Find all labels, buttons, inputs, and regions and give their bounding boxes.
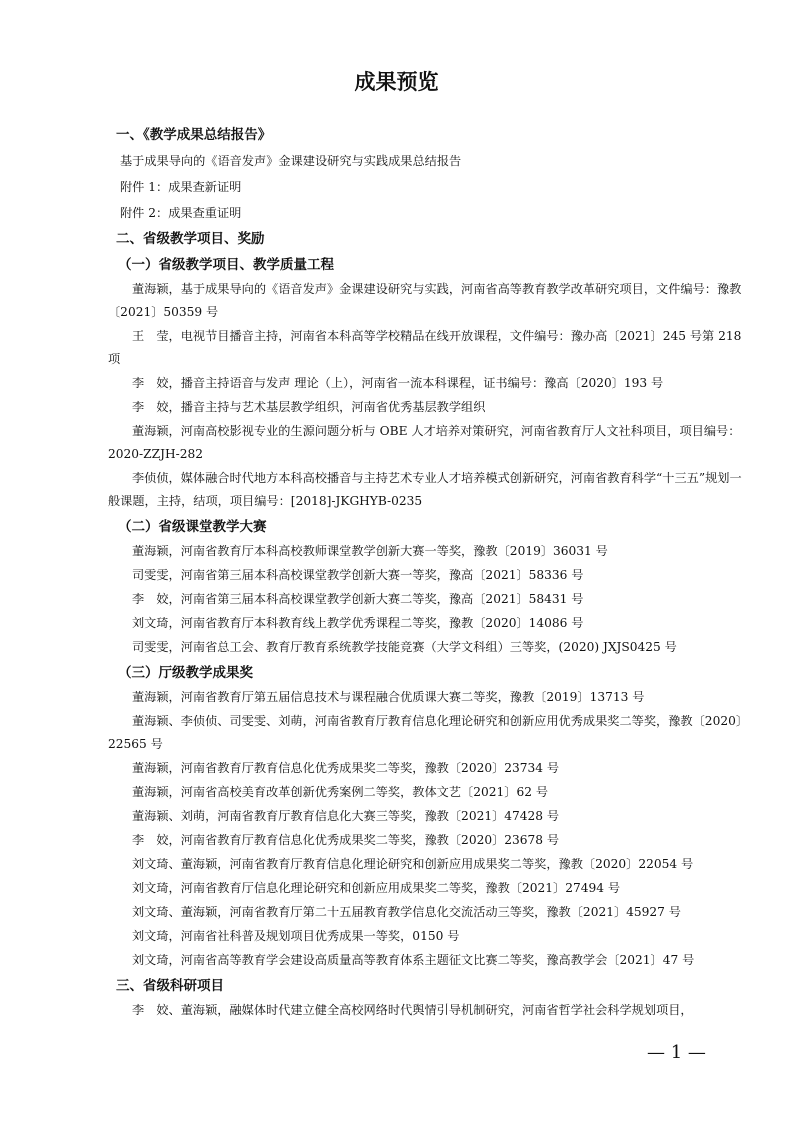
section1-heading: 一、《教学成果总结报告》: [116, 127, 272, 143]
list-item: 司雯雯，河南省第三届本科高校课堂教学创新大赛一等奖，豫高〔2021〕58336 号: [132, 568, 584, 582]
list-item: 董海颖，河南省教育厅教育信息化优秀成果奖二等奖，豫教〔2020〕23734 号: [132, 761, 560, 775]
section2-heading: 二、省级教学项目、奖励: [116, 231, 265, 247]
subsection2-heading: （二）省级课堂教学大赛: [118, 519, 267, 535]
subsection3-heading: （三）厅级教学成果奖: [118, 665, 253, 681]
list-item: 董海颖、刘萌，河南省教育厅教育信息化大赛三等奖，豫教〔2021〕47428 号: [132, 809, 560, 823]
list-item: 李 姣，播音主持与艺术基层教学组织，河南省优秀基层教学组织: [132, 400, 486, 414]
page-number: — 1 —: [647, 1042, 706, 1063]
list-item: 董海颖，基于成果导向的《语音发声》金课建设研究与实践，河南省高等教育教学改革研究项目，文件编号：豫教〔2021〕50359 号: [108, 282, 742, 319]
section1-item: 基于成果导向的《语音发声》金课建设研究与实践成果总结报告: [120, 154, 462, 168]
list-item: 刘文琦，河南省社科普及规划项目优秀成果一等奖，0150 号: [132, 929, 460, 943]
list-item: 董海颖，河南高校影视专业的生源问题分析与 OBE 人才培养对策研究，河南省教育厅人文社科项目，项目编号：2020-ZZJH-282: [108, 424, 741, 461]
subsection1-heading: （一）省级教学项目、教学质量工程: [118, 257, 334, 273]
list-item: 刘文琦，河南省教育厅信息化理论研究和创新应用成果奖二等奖，豫教〔2021〕27494 号: [132, 881, 621, 895]
list-item: 李 姣，播音主持语音与发声 理论（上），河南省一流本科课程，证书编号：豫高〔2020〕193 号: [132, 376, 664, 390]
list-item: 李 姣，河南省教育厅教育信息化优秀成果奖二等奖，豫教〔2020〕23678 号: [132, 833, 560, 847]
list-item: 董海颖，河南省教育厅第五届信息技术与课程融合优质课大赛二等奖，豫教〔2019〕13713 号: [132, 690, 645, 704]
document-body: [108, 122, 744, 1023]
list-item: 董海颖，河南省高校美育改革创新优秀案例二等奖，教体文艺〔2021〕62 号: [132, 785, 549, 799]
list-item: 李侦侦，媒体融合时代地方本科高校播音与主持艺术专业人才培养模式创新研究，河南省教育科学“十三五”规划一般课题，主持，结项，项目编号：[2018]-JKGHYB-0235: [108, 471, 742, 508]
list-item: 刘文琦，河南省教育厅本科教育线上教学优秀课程二等奖，豫教〔2020〕14086 号: [132, 616, 584, 630]
list-item: 刘文琦，河南省高等教育学会建设高质量高等教育体系主题征文比赛二等奖，豫高教学会〔2021〕47 号: [132, 953, 695, 967]
list-item: 董海颖，河南省教育厅本科高校教师课堂教学创新大赛一等奖，豫教〔2019〕36031 号: [132, 544, 608, 558]
list-item: 李 姣、董海颖，融媒体时代建立健全高校网络时代舆情引导机制研究，河南省哲学社会科学规划项目，: [132, 1003, 693, 1017]
section1-item: 附件 2：成果查重证明: [120, 206, 242, 220]
section1-item: 附件 1：成果查新证明: [120, 180, 242, 194]
page-title: 成果预览: [354, 70, 439, 94]
list-item: 王 莹，电视节目播音主持，河南省本科高等学校精品在线开放课程，文件编号：豫办高〔2021〕245 号第 218 项: [108, 329, 742, 366]
list-item: 刘文琦、董海颖，河南省教育厅第二十五届教育教学信息化交流活动三等奖，豫教〔2021〕45927 号: [132, 905, 681, 919]
list-item: 李 姣，河南省第三届本科高校课堂教学创新大赛二等奖，豫高〔2021〕58431 号: [132, 592, 584, 606]
list-item: 司雯雯，河南省总工会、教育厅教育系统教学技能竞赛（大学文科组）三等奖，(2020) JXJS0425 号: [132, 640, 677, 654]
section3-heading: 三、省级科研项目: [116, 978, 224, 994]
list-item: 董海颖、李侦侦、司雯雯、刘萌，河南省教育厅教育信息化理论研究和创新应用优秀成果奖二等奖，豫教〔2020〕22565 号: [108, 714, 742, 751]
list-item: 刘文琦、董海颖，河南省教育厅教育信息化理论研究和创新应用成果奖二等奖，豫教〔2020〕22054 号: [132, 857, 694, 871]
